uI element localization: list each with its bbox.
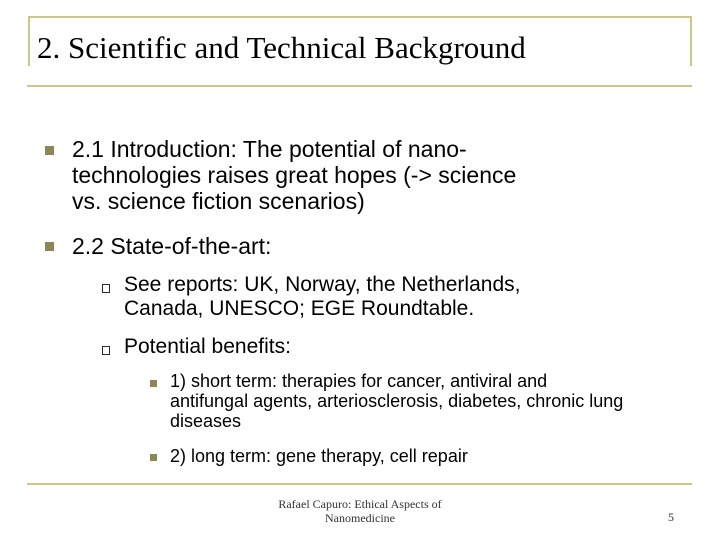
- bullet-intro: [72, 136, 516, 214]
- sub-sub-bullet-short-term: [170, 371, 623, 431]
- slide-footer: [250, 497, 470, 525]
- bullet-square-icon: [45, 242, 54, 251]
- bullet-square-icon: [150, 380, 157, 387]
- bullet-line: 2) long term: gene therapy, cell repair: [170, 446, 468, 466]
- title-frame-top-border: [28, 16, 692, 18]
- footer-line: Rafael Capuro: Ethical Aspects of: [278, 497, 442, 511]
- page-number: 5: [668, 510, 674, 524]
- title-frame-right-border: [690, 16, 692, 66]
- hollow-square-bullet-icon: [102, 346, 110, 355]
- bullet-line: 2.1 Introduction: The potential of nano-: [72, 136, 467, 162]
- bullet-square-icon: [45, 146, 54, 155]
- footer-line: Nanomedicine: [325, 511, 395, 525]
- sub-bullet-benefits: [124, 335, 291, 359]
- slide-title: 2. Scientific and Technical Background: [37, 30, 526, 65]
- sub-bullet-reports: [124, 273, 520, 321]
- sub-sub-bullet-long-term: [170, 446, 468, 466]
- bullet-line: 1) short term: therapies for cancer, antiviral and: [170, 371, 548, 391]
- bullet-line: Canada, UNESCO; EGE Roundtable.: [124, 297, 475, 320]
- bullet-line: diseases: [170, 411, 242, 431]
- bullet-state-of-the-art: [72, 233, 271, 259]
- bullet-line: 2.2 State-of-the-art:: [72, 233, 272, 259]
- bullet-line: antifungal agents, arteriosclerosis, diabetes, chronic lung: [170, 391, 624, 411]
- footer-divider: [27, 483, 692, 485]
- bullet-line: See reports: UK, Norway, the Netherlands,: [124, 273, 521, 296]
- hollow-square-bullet-icon: [102, 284, 110, 293]
- bullet-line: technologies raises great hopes (-> science: [72, 162, 517, 188]
- title-divider: [27, 85, 692, 87]
- bullet-line: vs. science fiction scenarios): [72, 188, 365, 214]
- bullet-square-icon: [150, 454, 157, 461]
- bullet-line: Potential benefits:: [124, 335, 291, 358]
- title-frame-left-border: [28, 16, 30, 66]
